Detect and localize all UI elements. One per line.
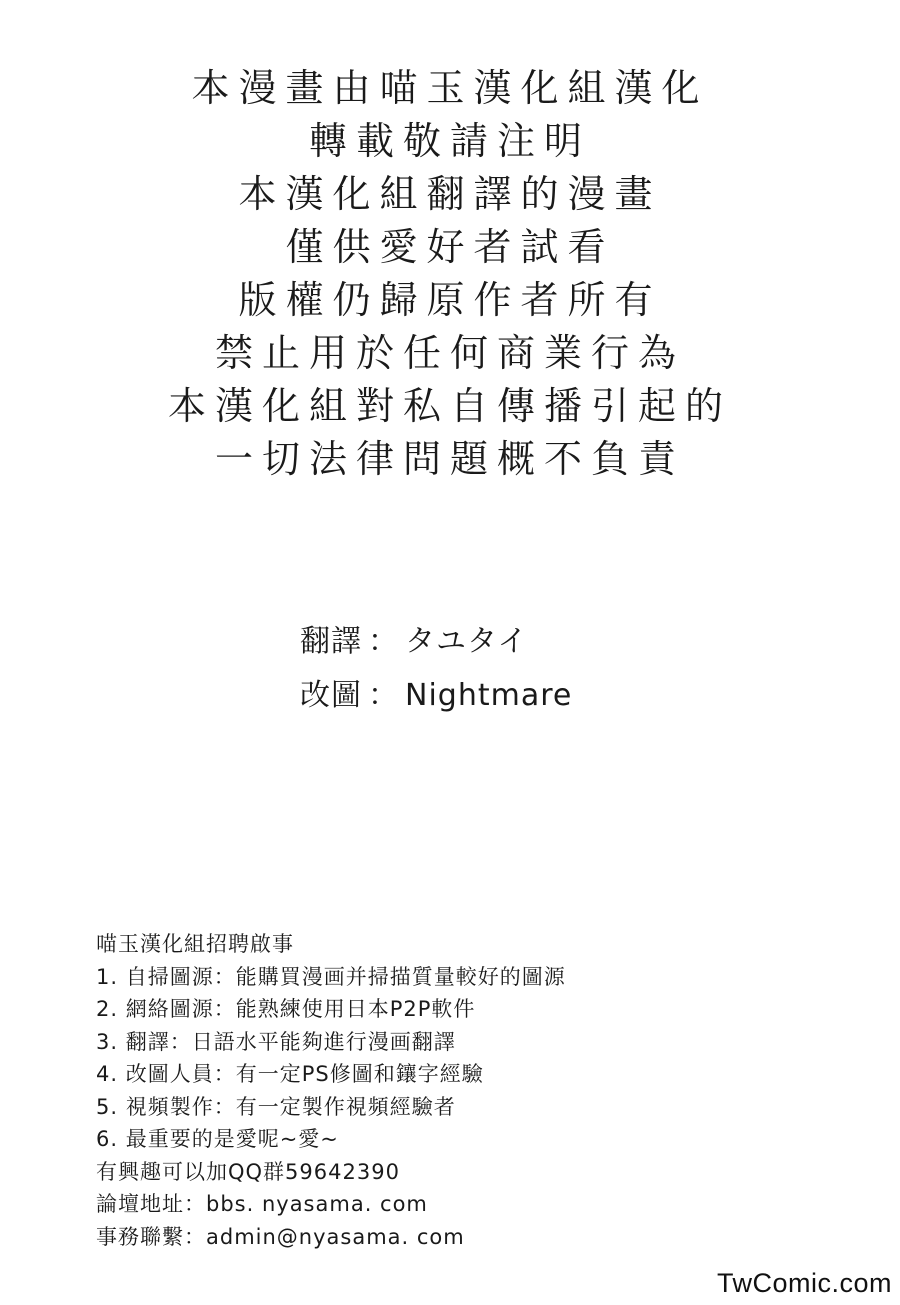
recruitment-title: 喵玉漢化組招聘啟事 — [96, 932, 294, 956]
notice-line: 本漢化組翻譯的漫畫 — [238, 172, 662, 216]
recruitment-item: 4. 改圖人員：有一定PS修圖和鑲字經驗 — [96, 1062, 484, 1086]
staff-credits — [300, 615, 820, 723]
translation-label: 翻譯 — [300, 624, 362, 659]
disclaimer-notice — [0, 62, 900, 486]
notice-line: 版權仍歸原作者所有 — [238, 278, 662, 322]
credit-separator: ： — [368, 624, 399, 659]
recruitment-item: 5. 視頻製作：有一定製作視頻經驗者 — [96, 1094, 456, 1119]
recruitment-item: 2. 網絡圖源：能熟練使用日本P2P軟件 — [96, 997, 476, 1021]
forum-address-line: 論壇地址：bbs. nyasama. com — [96, 1192, 428, 1216]
qq-group-line: 有興趣可以加QQ群59642390 — [96, 1159, 400, 1184]
credit-separator: ： — [368, 678, 399, 713]
notice-line: 本漢化組對私自傳播引起的 — [167, 384, 732, 428]
translator-name: タユタイ — [405, 624, 529, 659]
recruitment-item: 6. 最重要的是愛呢~愛~ — [96, 1127, 339, 1151]
notice-line: 一切法律問題概不負責 — [214, 437, 685, 481]
notice-line: 禁止用於任何商業行為 — [214, 331, 685, 375]
notice-line: 僅供愛好者試看 — [285, 225, 615, 269]
edit-label: 改圖 — [300, 678, 362, 713]
contact-email-line: 事務聯繫：admin@nyasama. com — [96, 1224, 465, 1249]
editor-name: Nightmare — [405, 678, 573, 713]
recruitment-item: 3. 翻譯：日語水平能夠進行漫画翻譯 — [96, 1029, 456, 1054]
recruitment-item: 1. 自掃圖源：能購買漫画并掃描質量較好的圖源 — [96, 964, 566, 989]
translation-credit — [300, 615, 820, 669]
recruitment-notice — [96, 928, 816, 1253]
edit-credit — [300, 669, 820, 723]
notice-line: 轉載敬請注明 — [308, 119, 591, 163]
site-watermark: TwComic.com — [716, 1268, 892, 1298]
notice-line: 本漫畫由喵玉漢化組漢化 — [191, 66, 709, 110]
